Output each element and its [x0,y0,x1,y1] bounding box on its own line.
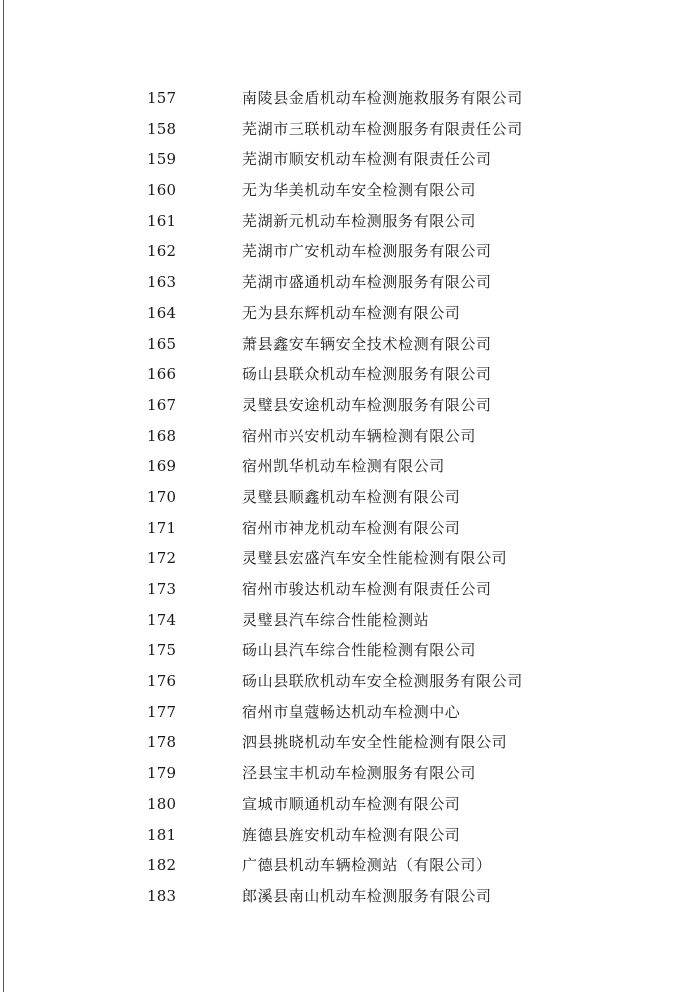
company-name: 灵璧县顺鑫机动车检测有限公司 [242,487,461,506]
list-item [0,359,700,390]
list-item [0,727,700,758]
company-name: 芜湖新元机动车检测服务有限公司 [242,211,477,230]
company-name: 广德县机动车辆检测站（有限公司） [242,856,492,875]
row-number: 159 [147,150,177,169]
list-item [0,390,700,421]
list-item [0,820,700,851]
company-name: 宿州市兴安机动车辆检测有限公司 [242,426,477,445]
company-name: 宿州市皇蔻畅达机动车检测中心 [242,702,461,721]
list-item [0,144,700,175]
row-number: 163 [147,273,177,292]
company-name: 灵璧县安途机动车检测服务有限公司 [242,395,492,414]
company-name: 灵璧县宏盛汽车安全性能检测有限公司 [242,549,508,568]
company-name: 旌德县旌安机动车检测有限公司 [242,825,461,844]
list-item [0,83,700,114]
company-name: 无为县东辉机动车检测有限公司 [242,303,461,322]
company-name: 芜湖市三联机动车检测服务有限责任公司 [242,119,523,138]
list-item [0,666,700,697]
row-number: 164 [147,303,177,322]
list-item [0,175,700,206]
row-number: 169 [147,457,177,476]
row-number: 160 [147,181,177,200]
company-name: 宣城市顺通机动车检测有限公司 [242,794,461,813]
list-item [0,758,700,789]
row-number: 162 [147,242,177,261]
list-item [0,850,700,881]
row-number: 177 [147,702,177,721]
row-number: 175 [147,641,177,660]
row-number: 171 [147,518,177,537]
list-item [0,114,700,145]
company-name: 萧县鑫安车辆安全技术检测有限公司 [242,334,492,353]
list-item [0,236,700,267]
row-number: 161 [147,211,177,230]
list-item [0,574,700,605]
company-name: 宿州市骏达机动车检测有限责任公司 [242,580,492,598]
row-number: 158 [147,119,177,138]
list-item [0,605,700,636]
row-number: 157 [147,89,177,107]
company-name: 芜湖市盛通机动车检测服务有限公司 [242,273,492,292]
row-number: 182 [147,856,177,875]
row-number: 179 [147,764,177,783]
list-item [0,206,700,237]
list-item [0,881,700,912]
list-item [0,298,700,329]
list-item [0,513,700,544]
list-item [0,789,700,820]
list-item [0,635,700,666]
row-number: 166 [147,365,177,384]
company-name: 郎溪县南山机动车检测服务有限公司 [242,886,492,905]
company-name: 砀山县汽车综合性能检测有限公司 [242,641,477,660]
row-number: 178 [147,733,177,752]
list-item [0,543,700,574]
company-name: 宿州市神龙机动车检测有限公司 [242,518,461,537]
list-item [0,697,700,728]
company-name: 砀山县联欣机动车安全检测服务有限公司 [242,672,523,691]
company-name: 南陵县金盾机动车检测施救服务有限公司 [242,89,523,107]
row-number: 165 [147,334,177,353]
company-name: 宿州凯华机动车检测有限公司 [242,457,445,476]
row-number: 174 [147,610,177,629]
company-name: 泾县宝丰机动车检测服务有限公司 [242,764,477,783]
company-name: 泗县挑晓机动车安全性能检测有限公司 [242,733,508,752]
row-number: 172 [147,549,177,568]
company-name: 灵璧县汽车综合性能检测站 [242,610,430,629]
row-number: 180 [147,794,177,813]
row-number: 176 [147,672,177,691]
row-number: 168 [147,426,177,445]
inspection-company-list [0,83,700,912]
row-number: 170 [147,487,177,506]
company-name: 无为华美机动车安全检测有限公司 [242,181,477,200]
company-name: 芜湖市广安机动车检测服务有限公司 [242,242,492,261]
list-item [0,421,700,452]
company-name: 砀山县联众机动车检测服务有限公司 [242,365,492,384]
row-number: 181 [147,825,177,844]
list-item [0,482,700,513]
list-item [0,329,700,360]
list-item [0,267,700,298]
list-item [0,451,700,482]
row-number: 167 [147,395,177,414]
row-number: 183 [147,886,177,905]
row-number: 173 [147,580,177,598]
company-name: 芜湖市顺安机动车检测有限责任公司 [242,150,492,169]
